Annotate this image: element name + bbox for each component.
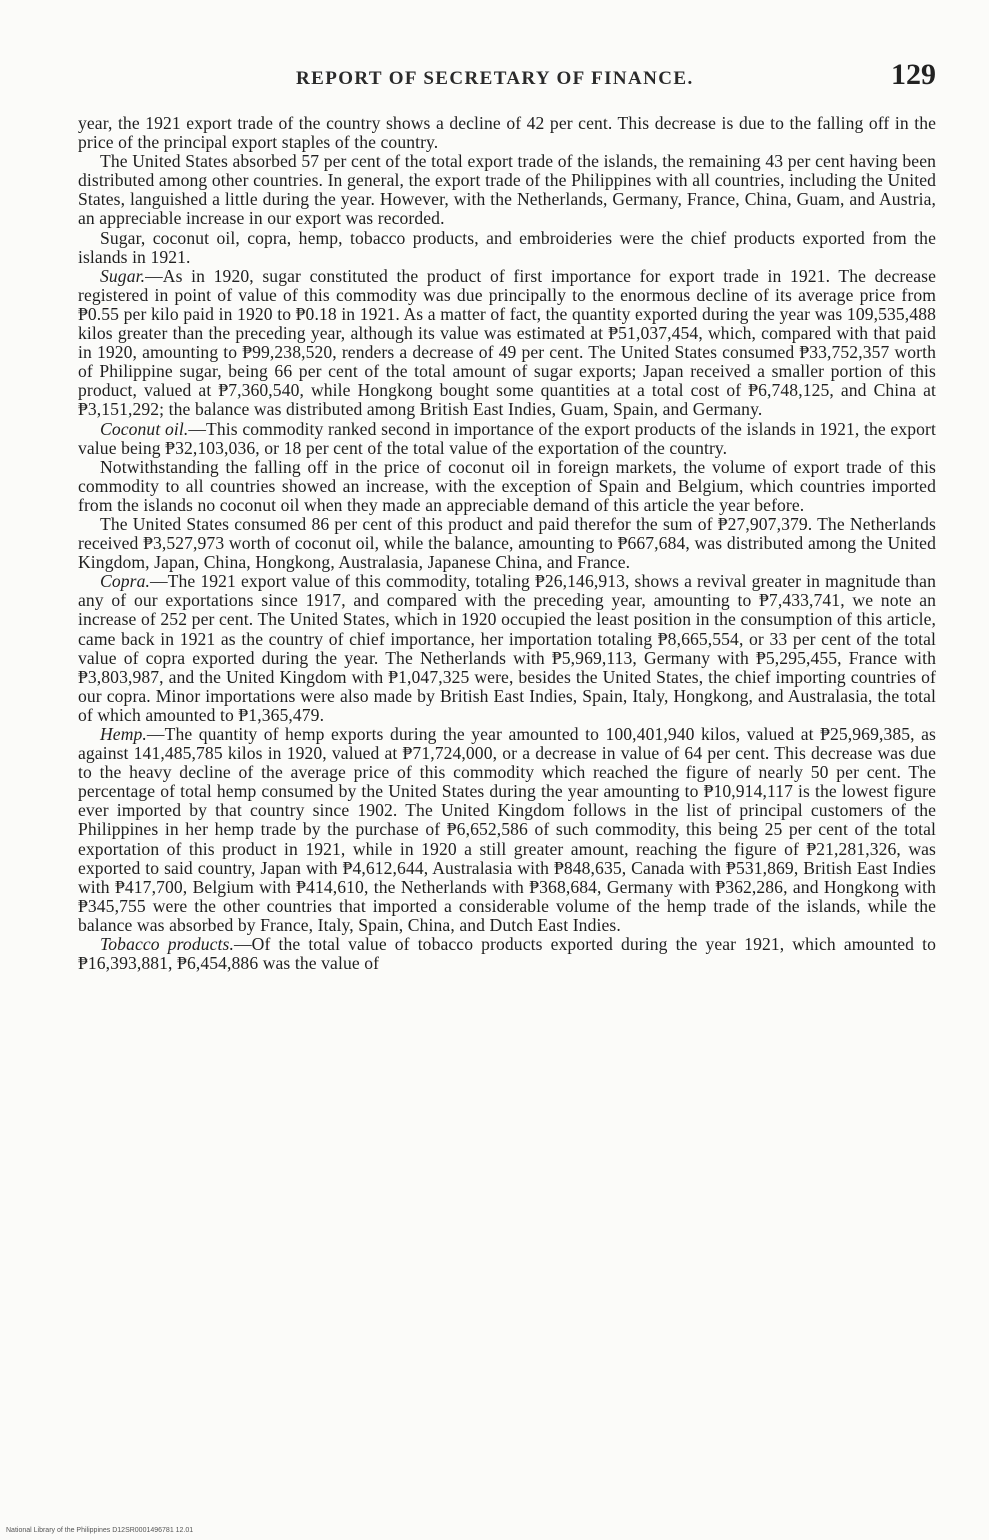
page-header [78,58,936,114]
paragraph [78,458,936,515]
paragraph-text: The United States absorbed 57 per cent of the total export trade of the islands, the remaining 43 per cent having been distributed among other countries. In general, the export trade of the Philippines with all countries, including the United States, languished a little during the year. However, with the Netherlands, Germany, France, China, Guam, and Austria, an appreciable increase in our export was recorded. [78,151,936,229]
paragraph-text: —Of the total value of tobacco products exported during the year 1921, which amounted to ₱16,393,881, ₱6,454,886 was the value of [78,934,936,974]
paragraph-text: —The 1921 export value of this commodity, totaling ₱26,146,913, shows a revival greater in magnitude than any of our exportations since 1917, and compared with the preceding year, amounting to ₱7,433,741, we note an increase of 252 per cent. The United States, which in 1920 occupied the least position in the consumption of this article, came back in 1921 as the country of chief importance, her importation totaling ₱8,665,554, or 33 per cent of the total value of copra exported during the year. The Netherlands with ₱5,969,113, Germany with ₱5,295,455, France with ₱3,803,987, and the United Kingdom with ₱1,047,325 were, besides the United States, the chief importing countries of our copra. Minor importations were also made by British East Indies, Spain, Italy, Hongkong, and Australasia, the total of which amounted to ₱1,365,479. [78,571,936,725]
paragraph-lead: Tobacco products. [100,934,234,955]
paragraph [78,420,936,458]
paragraph-lead: Sugar. [100,265,146,286]
paragraph-text: year, the 1921 export trade of the country shows a decline of 42 per cent. This decrease is due to the falling off in the price of the principal export staples of the country. [78,113,936,153]
page-number: 129 [891,58,936,91]
running-head: REPORT OF SECRETARY OF FINANCE. [296,68,694,89]
paragraph [78,515,936,572]
paragraph-text: —As in 1920, sugar constituted the product of first importance for export trade in 1921. The decrease registered in point of value of this commodity was due principally to the enormous decline of its average price from ₱0.55 per kilo paid in 1920 to ₱0.18 in 1921. As a matter of fact, the quantity exported during the year was 109,535,488 kilos greater than the preceding year, although its value was estimated at ₱51,037,454, which, compared with that paid in 1920, amounting to ₱99,238,520, renders a decrease of 49 per cent. The United States consumed ₱33,752,357 worth of Philippine sugar, being 66 per cent of the total amount of sugar exports; Japan received a smaller portion of this product, valued at ₱7,360,540, while Hongkong bought some quantities at a total cost of ₱6,748,125, and China at ₱3,151,292; the balance was distributed among British East Indies, Guam, Spain, and Germany. [78,265,936,420]
paragraph-lead: Hemp. [100,724,147,744]
paragraph-text: Notwithstanding the falling off in the price of coconut oil in foreign markets, the volume of export trade of this commodity to all countries showed an increase, with the exception of Spain and Belgium, which countries imported from the islands no coconut oil when they made an appreciable demand of this article the year before. [78,456,936,515]
paragraph [78,572,936,725]
paragraph-text: The United States consumed 86 per cent of this product and paid therefor the sum of ₱27,907,379. The Netherlands received ₱3,527,973 worth of coconut oil, while the balance, amounting to ₱667,684, was distributed among the United Kingdom, Japan, China, Hongkong, Australasia, Japanese China, and France. [78,513,936,573]
body-text [78,114,936,973]
paragraph [78,725,936,935]
paragraph-lead: Coconut oil. [100,418,189,439]
paragraph [78,152,936,228]
paragraph [78,229,936,267]
paragraph-text: Sugar, coconut oil, copra, hemp, tobacco products, and embroideries were the chief products exported from the islands in 1921. [78,227,936,267]
paragraph [78,935,936,973]
paragraph [78,114,936,152]
document-page [78,58,936,973]
paragraph-lead: Copra. [100,571,150,592]
paragraph-text: —The quantity of hemp exports during the year amounted to 100,401,940 kilos, valued at ₱25,969,385, as against 141,485,785 kilos in 1920, valued at ₱71,724,000, or a decrease in value of 64 per cent. This decrease was due to the heavy decline of the average price of this commodity which reached the figure of nearly 50 per cent. The percentage of total hemp consumed by the United States during the year amounting to ₱10,914,117 is the lowest figure ever imported by that country since 1902. The United Kingdom follows in the list of principal customers of the Philippines in her hemp trade by the purchase of ₱6,652,586 of such commodity, this being 25 per cent of the total exportation of this product in 1921, while in 1920 a still greater amount, reaching the figure of ₱21,281,326, was exported to said country, Japan with ₱4,612,644, Australasia with ₱848,635, Canada with ₱531,869, British East Indies with ₱417,700, Belgium with ₱414,610, the Netherlands with ₱368,684, Germany with ₱362,286, and Hongkong with ₱345,755 were the other countries that imported a considerable volume of the hemp trade of the islands, while the balance was absorbed by France, Italy, Spain, China, and Dutch East Indies. [78,724,936,935]
paragraph [78,267,936,420]
source-footer-note: National Library of the Philippines D12SR0001496781 12.01 [6,1527,194,1534]
paragraph-text: —This commodity ranked second in importance of the export products of the islands in 1921, the export value being ₱32,103,036, or 18 per cent of the total value of the exportation of the country. [78,418,936,458]
